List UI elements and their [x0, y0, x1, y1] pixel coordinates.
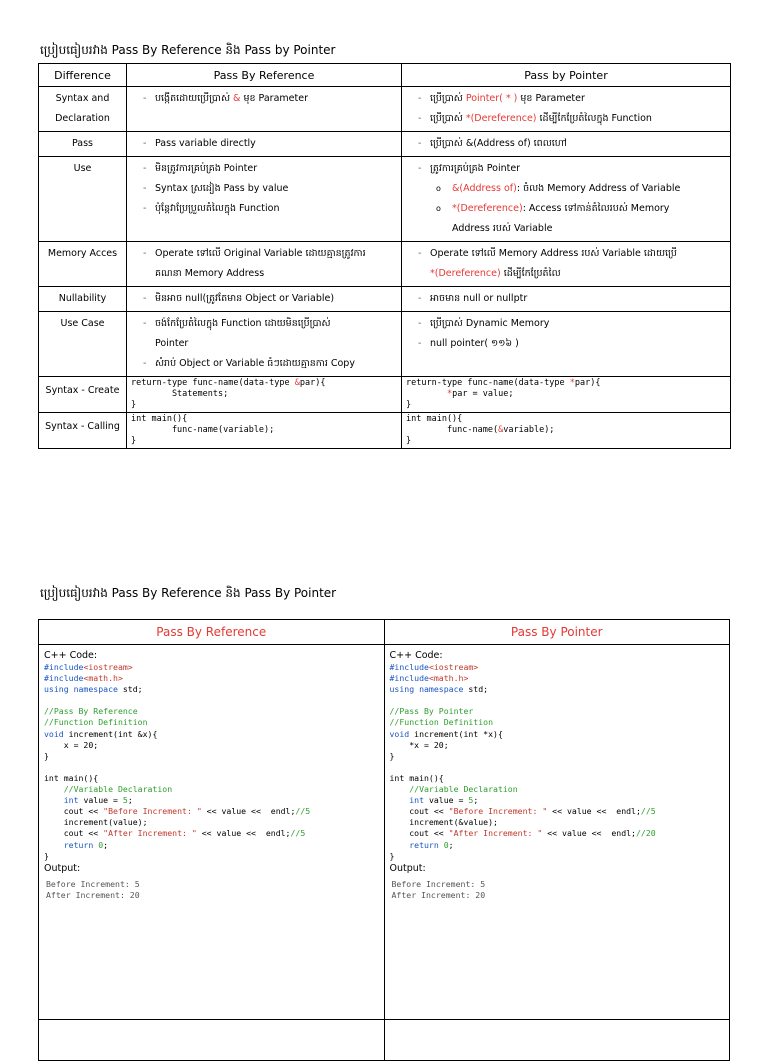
row-label: Syntax - Calling: [39, 413, 127, 449]
code-text: par){: [574, 378, 601, 388]
code-text: variable); }: [406, 425, 555, 446]
code-text: int main(){ func-name(: [406, 414, 499, 435]
reference-example: [39, 645, 385, 1020]
cell-text: សំរាប់ Object or Variable ធំៗដោយគ្មានការ Copy: [155, 358, 355, 369]
table-cell: - មិនអាច null(ត្រូវតែមាន Object or Variable): [127, 287, 402, 312]
output-block: Before Increment: 5 After Increment: 20: [46, 878, 140, 901]
code-text: return-type func-name(data-type: [406, 378, 570, 388]
row-label: Use Case: [39, 312, 127, 377]
code-cell: [127, 413, 402, 449]
column-header: Pass By Reference: [127, 64, 402, 87]
output-label: Output:: [389, 862, 426, 874]
column-header: Pass by Pointer: [402, 64, 731, 87]
row-label: Memory Acces: [39, 242, 127, 287]
cell-text: ប្រើប្រាស់ Dynamic Memory: [430, 318, 550, 329]
table-cell: - ត្រូវការគ្រប់គ្រង Pointer o &(Address of): ចំលង Memory Address of Variable o *(Dereference): Access ទៅកាន់តំលៃរបស់ Memory Address របស់ Variable: [402, 157, 731, 242]
code-text: &: [294, 378, 300, 388]
cell-text: Operate ទៅលើ Original Variable ដោយគ្មានត្រូវការ: [155, 248, 366, 259]
code-label: C++ Code:: [44, 650, 98, 661]
row-label: Syntax and Declaration: [39, 87, 127, 132]
column-header: Difference: [39, 64, 127, 87]
column-header-reference: Pass By Reference: [39, 620, 385, 645]
cell-text: *(Dereference): [430, 268, 501, 279]
cell-text: Address របស់ Variable: [452, 223, 553, 234]
table-cell: - Pass variable directly: [127, 132, 402, 157]
table-cell: - បង្កើតដោយប្រើប្រាស់ & មុខ Parameter: [127, 87, 402, 132]
code-text: par = value; }: [406, 389, 514, 410]
cell-text: ដើម្បីកែប្រែតំលៃក្នុង Function: [536, 113, 652, 124]
empty-cell: [39, 1020, 385, 1061]
cell-text: *(Dereference): [465, 113, 537, 124]
pointer-example: [384, 645, 730, 1020]
cell-text: &(Address of): [452, 183, 517, 194]
table-cell: - Operate ទៅលើ Memory Address របស់ Variable ដោយប្រើ *(Dereference) ដើម្បីកែប្រែតំលៃ: [402, 242, 731, 287]
table-cell: - ប្រើប្រាស់ Pointer( * ) មុខ Parameter - ប្រើប្រាស់ *(Dereference) ដើម្បីកែប្រែតំលៃក្នុង Function: [402, 87, 731, 132]
table-cell: - មិនត្រូវការគ្រប់គ្រង Pointer - Syntax ស្រដៀង Pass by value - ប៉ុន្តែវាប្រែប្រួលតំលៃក្នុង Function: [127, 157, 402, 242]
cell-text: ប្រើប្រាស់: [430, 113, 466, 124]
cell-text: ប្រើប្រាស់ &(Address of) ពេលហៅ: [430, 138, 567, 149]
cell-text: Operate ទៅលើ Memory Address របស់ Variable ដោយប្រើ: [430, 248, 677, 259]
code-cell: [402, 413, 731, 449]
empty-cell: [384, 1020, 730, 1061]
cell-text: គណនា Memory Address: [155, 268, 265, 279]
output-label: Output:: [44, 862, 81, 874]
table-row: [39, 413, 731, 449]
code-cell: [127, 377, 402, 413]
cell-text: &: [233, 93, 241, 104]
code-label: C++ Code:: [389, 650, 443, 661]
table-cell: - ចង់កែប្រែតំលៃក្នុង Function ដោយមិនប្រើប្រាស់ Pointer - សំរាប់ Object or Variable ធំៗដោយគ្មានការ Copy: [127, 312, 402, 377]
output-block: Before Increment: 5 After Increment: 20: [391, 878, 486, 901]
table-row: [39, 132, 731, 157]
cell-text: : ចំលង Memory Address of Variable: [516, 183, 681, 194]
cell-text: *(Dereference): [452, 203, 523, 214]
row-label: Use: [39, 157, 127, 242]
cell-text: Pointer( * ): [465, 93, 518, 104]
table-cell: - ប្រើប្រាស់ &(Address of) ពេលហៅ: [402, 132, 731, 157]
code-cell: [402, 377, 731, 413]
row-label: Pass: [39, 132, 127, 157]
code-text: int main(){ func-name(variable); }: [131, 414, 275, 446]
code-text: *: [569, 378, 575, 388]
table-cell: - អាចមាន null or nullptr: [402, 287, 731, 312]
table-row: [39, 287, 731, 312]
code-text: *: [446, 389, 453, 399]
code-block: #include<iostream> #include<math.h> using namespace std; //Pass By Pointer //Function Definition void increment(int *x){ *x = 20; } int main(){ //Variable Declaration int value = 5; cout << "Before Increment: " << value << endl;//5 increment(&value); cout << "After Increment: " << value << endl;//20 return 0; }: [389, 662, 656, 861]
code-text: return-type func-name(data-type: [131, 378, 295, 388]
table-row: [39, 87, 731, 132]
cell-text: ចង់កែប្រែតំលៃក្នុង Function ដោយមិនប្រើប្រាស់: [155, 318, 331, 329]
cell-text: មិនត្រូវការគ្រប់គ្រង Pointer: [155, 163, 258, 174]
code-block: #include<iostream> #include<math.h> using namespace std; //Pass By Reference //Function Definition void increment(int &x){ x = 20; } int main(){ //Variable Declaration int value = 5; cout << "Before Increment: " << value << endl;//5 increment(value); cout << "After Increment: " << value << endl;//5 return 0; }: [44, 662, 311, 861]
cell-text: មុខ Parameter: [517, 93, 585, 104]
cell-text: null pointer( ១១៦ ): [430, 338, 519, 349]
cell-text: អាចមាន null or nullptr: [430, 293, 528, 304]
comparison-table: [38, 63, 731, 449]
section-title: ប្រៀបធៀបរវាង Pass By Reference និង Pass By Pointer: [40, 586, 337, 600]
cell-text: មិនអាច null(ត្រូវតែមាន Object or Variable): [155, 293, 335, 304]
cell-text: បង្កើតដោយប្រើប្រាស់: [155, 93, 234, 104]
cell-text: ប្រើប្រាស់: [430, 93, 466, 104]
table-row: [39, 157, 731, 242]
row-label: Syntax - Create: [39, 377, 127, 413]
table-header-row: [39, 64, 731, 87]
table-row: [39, 242, 731, 287]
table-row: [39, 377, 731, 413]
code-text: par){ Statements; }: [131, 378, 326, 410]
code-text: &: [498, 425, 504, 435]
table-row: [39, 312, 731, 377]
cell-text: : Access ទៅកាន់តំលៃរបស់ Memory: [522, 203, 670, 214]
page-title: ប្រៀបធៀបរវាង Pass By Reference និង Pass by Pointer: [40, 43, 336, 57]
cell-text: ប៉ុន្តែវាប្រែប្រួលតំលៃក្នុង Function: [155, 203, 280, 214]
cell-text: Pointer: [155, 338, 189, 349]
cell-text: មុខ Parameter: [240, 93, 308, 104]
cell-text: Syntax ស្រដៀង Pass by value: [155, 183, 289, 194]
cell-text: Pass variable directly: [155, 138, 256, 149]
cell-text: ត្រូវការគ្រប់គ្រង Pointer: [430, 163, 521, 174]
bullet-icon: o: [436, 184, 441, 193]
example-table: [38, 619, 730, 1061]
table-cell: - Operate ទៅលើ Original Variable ដោយគ្មានត្រូវការ គណនា Memory Address: [127, 242, 402, 287]
row-label: Nullability: [39, 287, 127, 312]
bullet-icon: o: [436, 204, 441, 213]
table-cell: - ប្រើប្រាស់ Dynamic Memory - null pointer( ១១៦ ): [402, 312, 731, 377]
column-header-pointer: Pass By Pointer: [384, 620, 730, 645]
cell-text: ដើម្បីកែប្រែតំលៃ: [500, 268, 561, 279]
